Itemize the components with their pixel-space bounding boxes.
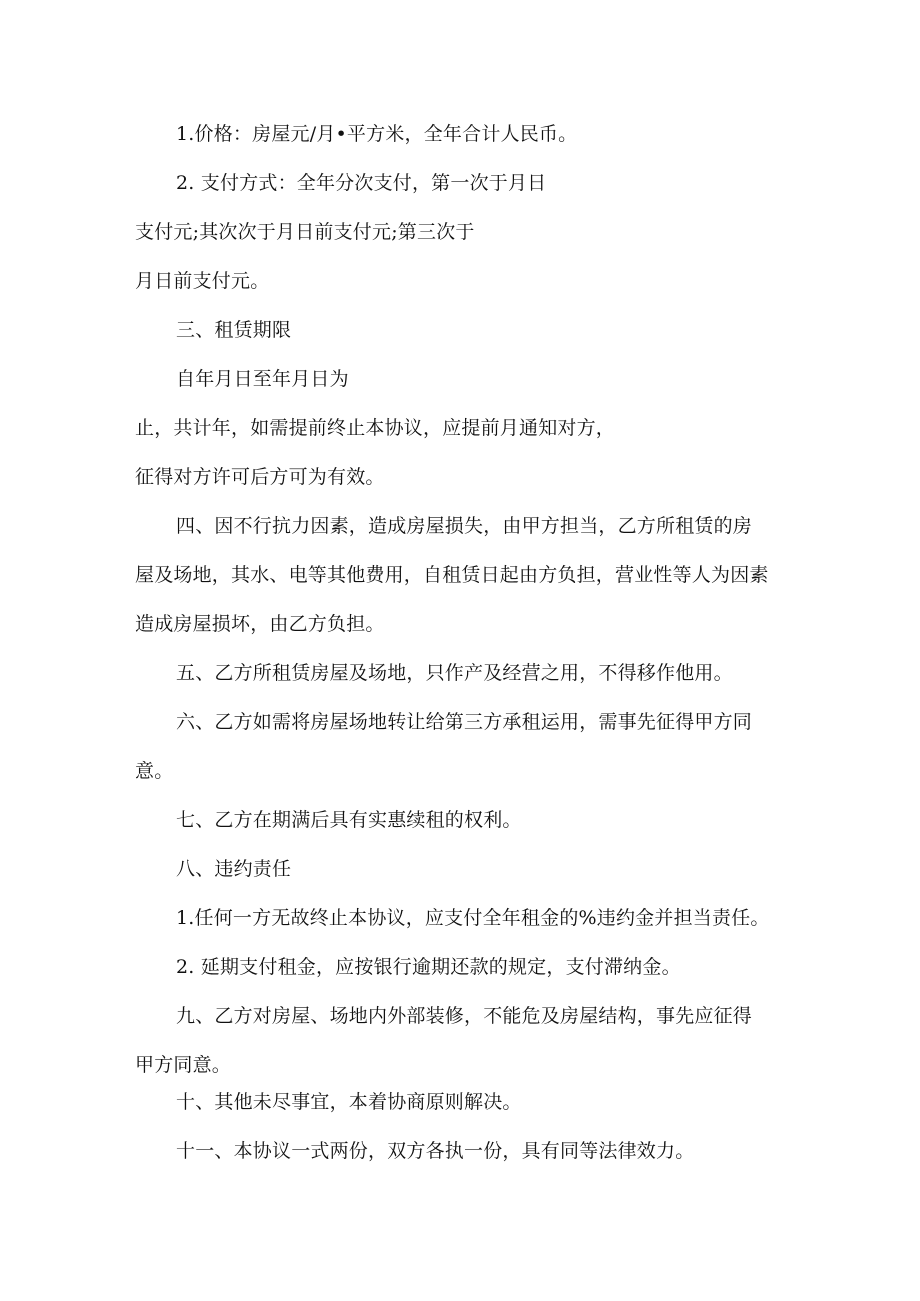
clause-breach-termination: 1.任何一方无故终止本协议，应支付全年租金的%违约金并担当责任。 xyxy=(176,907,770,929)
clause-payment-method-cont-2: 月日前支付元。 xyxy=(135,270,270,292)
clause-payment-method-cont-1: 支付元;其次次于月日前支付元;第三次于 xyxy=(135,221,475,243)
clause-sublease-cont: 意。 xyxy=(135,760,174,782)
clause-force-majeure-cont-1: 屋及场地，其水、电等其他费用，自租赁日起由方负担，营业性等人为因素 xyxy=(135,564,769,586)
clause-breach-late-payment: 2. 延期支付租金，应按银行逾期还款的规定，支付滞纳金。 xyxy=(176,956,681,978)
clause-usage: 五、乙方所租赁房屋及场地，只作产及经营之用，不得移作他用。 xyxy=(176,662,733,684)
clause-other-matters: 十、其他未尽事宜，本着协商原则解决。 xyxy=(176,1091,522,1113)
clause-payment-method: 2. 支付方式：全年分次支付，第一次于月日 xyxy=(176,172,547,194)
clause-renovation-cont: 甲方同意。 xyxy=(135,1054,232,1076)
clause-lease-term: 自年月日至年月日为 xyxy=(176,368,349,390)
clause-lease-term-cont-1: 止，共计年，如需提前终止本协议，应提前月通知对方， xyxy=(135,417,616,439)
clause-renewal: 七、乙方在期满后具有实惠续租的权利。 xyxy=(176,809,522,831)
clause-sublease: 六、乙方如需将房屋场地转让给第三方承租运用，需事先征得甲方同 xyxy=(176,711,753,733)
clause-copies: 十一、本协议一式两份，双方各执一份，具有同等法律效力。 xyxy=(176,1140,695,1162)
section-heading-lease-term: 三、租赁期限 xyxy=(176,319,292,341)
clause-lease-term-cont-2: 征得对方许可后方可为有效。 xyxy=(135,466,385,488)
clause-price: 1.价格：房屋元/月•平方米，全年合计人民币。 xyxy=(176,123,578,145)
clause-force-majeure: 四、因不行抗力因素，造成房屋损失，由甲方担当，乙方所租赁的房 xyxy=(176,515,753,537)
section-heading-breach: 八、违约责任 xyxy=(176,858,292,880)
clause-renovation: 九、乙方对房屋、场地内外部装修，不能危及房屋结构，事先应征得 xyxy=(176,1005,753,1027)
clause-force-majeure-cont-2: 造成房屋损坏，由乙方负担。 xyxy=(135,613,385,635)
